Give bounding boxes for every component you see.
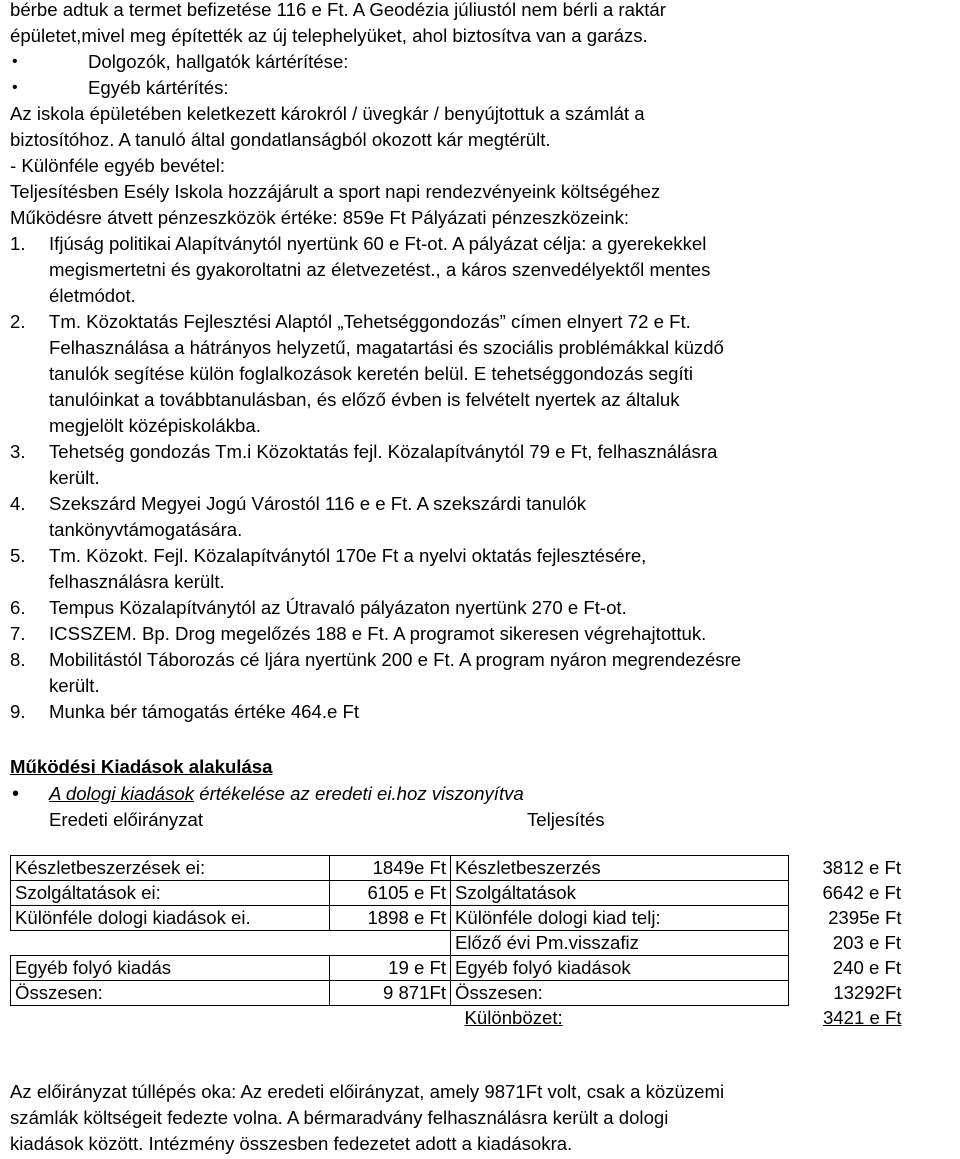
table-cell: Egyéb folyó kiadások xyxy=(451,956,789,981)
table-cell: 2395e Ft xyxy=(828,907,902,928)
difference-label-text: Különbözet: xyxy=(464,1007,563,1028)
text-line: kiadások között. Intézmény összesben fedezetet adott a kiadásokra. xyxy=(10,1133,573,1154)
empty-cell xyxy=(330,1006,451,1031)
table-cell: 3812 e Ft xyxy=(822,857,901,878)
list-number: 5. xyxy=(10,545,26,566)
list-line: Tm. Közokt. Fejl. Közalapítványtól 170e Ft a nyelvi oktatás fejlesztésére, xyxy=(49,545,647,566)
list-number: 6. xyxy=(10,597,26,618)
table-cell: Szolgáltatások xyxy=(451,881,789,906)
list-line: Felhasználása a hátrányos helyzetű, magatartási és szociális problémákkal küzdő xyxy=(49,337,724,358)
text-line: biztosítóhoz. A tanuló által gondatlanságból okozott kár megtérült. xyxy=(10,129,551,150)
list-line: Munka bér támogatás értéke 464.e Ft xyxy=(49,701,360,722)
table-cell: Különféle dologi kiadások ei. xyxy=(11,906,330,931)
text-line: bérbe adtuk a termet befizetése 116 e Ft. A Geodézia júliustól nem bérli a raktár xyxy=(10,0,666,20)
table-cell: 9 871Ft xyxy=(330,981,451,1006)
difference-value xyxy=(789,1006,906,1031)
table-cell: 240 e Ft xyxy=(832,957,901,978)
text-line: Az iskola épületében keletkezett károkról / üvegkár / benyújtottuk a számlát a xyxy=(10,103,645,124)
bullet-icon: • xyxy=(12,53,18,70)
table-row xyxy=(11,881,906,906)
list-number: 7. xyxy=(10,623,26,644)
list-line: tanulók segítése külön foglalkozások keretén belül. E tehetséggondozás segíti xyxy=(49,363,693,384)
table-row xyxy=(11,956,906,981)
budget-table xyxy=(10,855,906,1030)
list-line: Mobilitástól Táborozás cé ljára nyertünk 200 e Ft. A program nyáron megrendezésre xyxy=(49,649,742,670)
list-number: 1. xyxy=(10,233,26,254)
list-line: ICSSZEM. Bp. Drog megelőzés 188 e Ft. A programot sikeresen végrehajtottuk. xyxy=(49,623,707,644)
table-row xyxy=(11,981,906,1006)
text-line: - Különféle egyéb bevétel: xyxy=(10,155,226,176)
list-number: 9. xyxy=(10,701,26,722)
list-number: 8. xyxy=(10,649,26,670)
text-line: számlák költségeit fedezte volna. A bérmaradvány felhasználásra került a dologi xyxy=(10,1107,669,1128)
text-line: épületet,mivel meg építették az új telephelyüket, ahol biztosítva van a garázs. xyxy=(10,25,648,46)
table-row xyxy=(11,856,906,881)
difference-label xyxy=(451,1006,789,1031)
table-row xyxy=(11,931,906,956)
empty-cell xyxy=(11,1006,330,1031)
list-line: került. xyxy=(49,675,100,696)
list-line: Tempus Közalapítványtól az Útravaló pályázaton nyertünk 270 e Ft-ot. xyxy=(49,597,627,618)
table-cell: 6642 e Ft xyxy=(822,882,901,903)
table-cell: 1849e Ft xyxy=(330,856,451,881)
table-cell: Összesen: xyxy=(11,981,330,1006)
table-cell: 6105 e Ft xyxy=(330,881,451,906)
table-cell: 19 e Ft xyxy=(330,956,451,981)
list-number: 3. xyxy=(10,441,26,462)
bullet-item: Egyéb kártérítés: xyxy=(88,77,229,98)
subheading xyxy=(49,781,524,807)
list-number: 2. xyxy=(10,311,26,332)
list-line: Tehetség gondozás Tm.i Közoktatás fejl. Közalapítványtól 79 e Ft, felhasználásra xyxy=(49,441,718,462)
table-row-difference xyxy=(11,1006,906,1031)
list-line: Tm. Közoktatás Fejlesztési Alaptól „Tehetséggondozás” címen elnyert 72 e Ft. xyxy=(49,311,691,332)
list-line: tankönyvtámogatására. xyxy=(49,519,243,540)
list-line: tanulóinkat a továbbtanulásban, és előző évben is felvételt nyertek az általuk xyxy=(49,389,680,410)
table-cell: 203 e Ft xyxy=(832,932,901,953)
text-line: Teljesítésben Esély Iskola hozzájárult a sport napi rendezvényeink költségéhez xyxy=(10,181,661,202)
list-line: felhasználásra került. xyxy=(49,571,225,592)
column-header-actual: Teljesítés xyxy=(527,809,605,830)
table-cell: Különféle dologi kiad telj: xyxy=(451,906,789,931)
text-line: Az előirányzat túllépés oka: Az eredeti előirányzat, amely 9871Ft volt, csak a közüzemi xyxy=(10,1081,725,1102)
bullet-icon: • xyxy=(12,79,18,96)
subheading-underlined: A dologi kiadások xyxy=(49,783,195,804)
bullet-item: Dolgozók, hallgatók kártérítése: xyxy=(88,51,349,72)
bullet-icon: • xyxy=(12,783,20,805)
table-cell: Készletbeszerzések ei: xyxy=(11,856,330,881)
column-header-original: Eredeti előirányzat xyxy=(49,809,203,830)
list-number: 4. xyxy=(10,493,26,514)
list-line: került. xyxy=(49,467,100,488)
table-row xyxy=(11,906,906,931)
section-heading: Működési Kiadások alakulása xyxy=(10,756,273,777)
difference-value-text: 3421 e Ft xyxy=(822,1006,902,1028)
table-cell: Egyéb folyó kiadás xyxy=(11,956,330,981)
table-cell xyxy=(330,931,451,956)
list-line: Szekszárd Megyei Jogú Várostól 116 e e Ft. A szekszárdi tanulók xyxy=(49,493,587,514)
list-line: életmódot. xyxy=(49,285,136,306)
text-line: Működésre átvett pénzeszközök értéke: 859e Ft Pályázati pénzeszközeink: xyxy=(10,207,630,228)
list-line: megismertetni és gyakoroltatni az életvezetést., a káros szenvedélyektől mentes xyxy=(49,259,711,280)
table-cell: Összesen: xyxy=(451,981,789,1006)
list-line: megjelölt középiskolákba. xyxy=(49,415,261,436)
table-cell: Szolgáltatások ei: xyxy=(11,881,330,906)
list-line: Ifjúság politikai Alapítványtól nyertünk 60 e Ft-ot. A pályázat célja: a gyerekekkel xyxy=(49,233,707,254)
table-cell xyxy=(11,931,330,956)
table-cell: 1898 e Ft xyxy=(330,906,451,931)
table-cell: Előző évi Pm.visszafiz xyxy=(451,931,789,956)
table-cell: 13292Ft xyxy=(833,982,902,1003)
subheading-rest: értékelése az eredeti ei.hoz viszonyítva xyxy=(194,783,524,804)
table-cell: Készletbeszerzés xyxy=(451,856,789,881)
